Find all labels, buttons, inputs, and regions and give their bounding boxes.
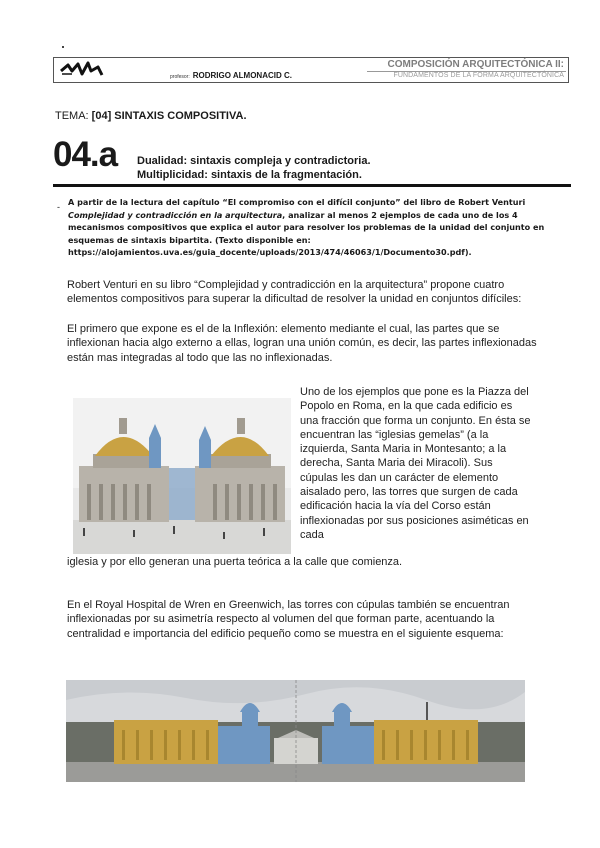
prompt-part-2: , analizar al menos 2 ejemplos de cada uno de los 4 mecanismos compositivos que explica el autor para resolver los problemas de la unidad del conjunto en esquemas de sintaxis bipartita. (Texto disponible en:: [68, 209, 545, 245]
tema-label: TEMA:: [55, 110, 92, 122]
section-rule: [53, 184, 571, 187]
paragraph-inflexion: El primero que expone es el de la Inflexión: elemento mediante el cual, las partes que se inflexionan hacia algo externo a ellas, logran una unión común, es decir, las partes inflexionadas están mas integradas al todo que las no inflexionadas.: [67, 323, 537, 364]
course-subtitle: FUNDAMENTOS DE LA FORMA ARQUITECTÓNICA: [393, 72, 564, 79]
section-subtitle-1: Dualidad: sintaxis compleja y contradictoria.: [137, 155, 371, 167]
prompt-bullet: -: [57, 202, 60, 212]
course-title: COMPOSICIÓN ARQUITECTÓNICA II:: [387, 59, 564, 70]
course-logo-icon: [58, 59, 108, 79]
paragraph-piazza-popolo: Uno de los ejemplos que pone es la Piazza del Popolo en Roma, en la que cada edificio es una fracción que forma un conjunto. En ésta se encuentran las “iglesias gemelas” (a la izquierda, Santa Maria in Montesanto; a la derecha, Santa Maria dei Miracoli). Sus cúpulas les dan un carácter de elemento aisalado pero, las torres que surgen de cada edificación hacia la vía del Corso están inflexionadas por sus posiciones asiméticas en cada: [300, 386, 531, 541]
section-subtitle-2: Multiplicidad: sintaxis de la fragmentación.: [137, 169, 362, 181]
paragraph-intro: Robert Venturi en su libro “Complejidad y contradicción en la arquitectura” propone cuatro elementos compositivos para superar la dificultad de resolver la unidad en conjuntos difíciles:: [67, 279, 522, 306]
book-title: Complejidad y contradicción en la arquitectura: [68, 209, 283, 220]
professor-prefix: profesor:: [170, 74, 190, 80]
tema-value: [04] SINTAXIS COMPOSITIVA.: [91, 110, 247, 122]
piazza-popolo-image: [73, 398, 291, 554]
professor-name: RODRIGO ALMONACID C.: [192, 71, 292, 80]
paragraph-greenwich: En el Royal Hospital de Wren en Greenwich, las torres con cúpulas también se encuentran inflexionadas por su asimetría respecto al volumen del que forman parte, acentuando la centralidad e importancia del edificio pequeño como se muestra en el siguiente esquema:: [67, 599, 510, 640]
professor-line: [170, 71, 292, 80]
assignment-prompt: [68, 196, 558, 259]
prompt-part-1: A partir de la lectura del capítulo “El compromiso con el difícil conjunto” del libro de Robert Venturi: [68, 197, 526, 207]
paragraph-piazza-end: iglesia y por ello generan una puerta teórica a la calle que comienza.: [67, 556, 403, 568]
greenwich-hospital-image: [66, 680, 525, 782]
tema-line: [55, 110, 247, 122]
section-number: 04.a: [53, 135, 118, 174]
source-url-link[interactable]: https://alojamientos.uva.es/guia_docente/uploads/2013/474/46063/1/Documento30.pdf).: [68, 247, 472, 258]
page-mark: [62, 46, 64, 48]
